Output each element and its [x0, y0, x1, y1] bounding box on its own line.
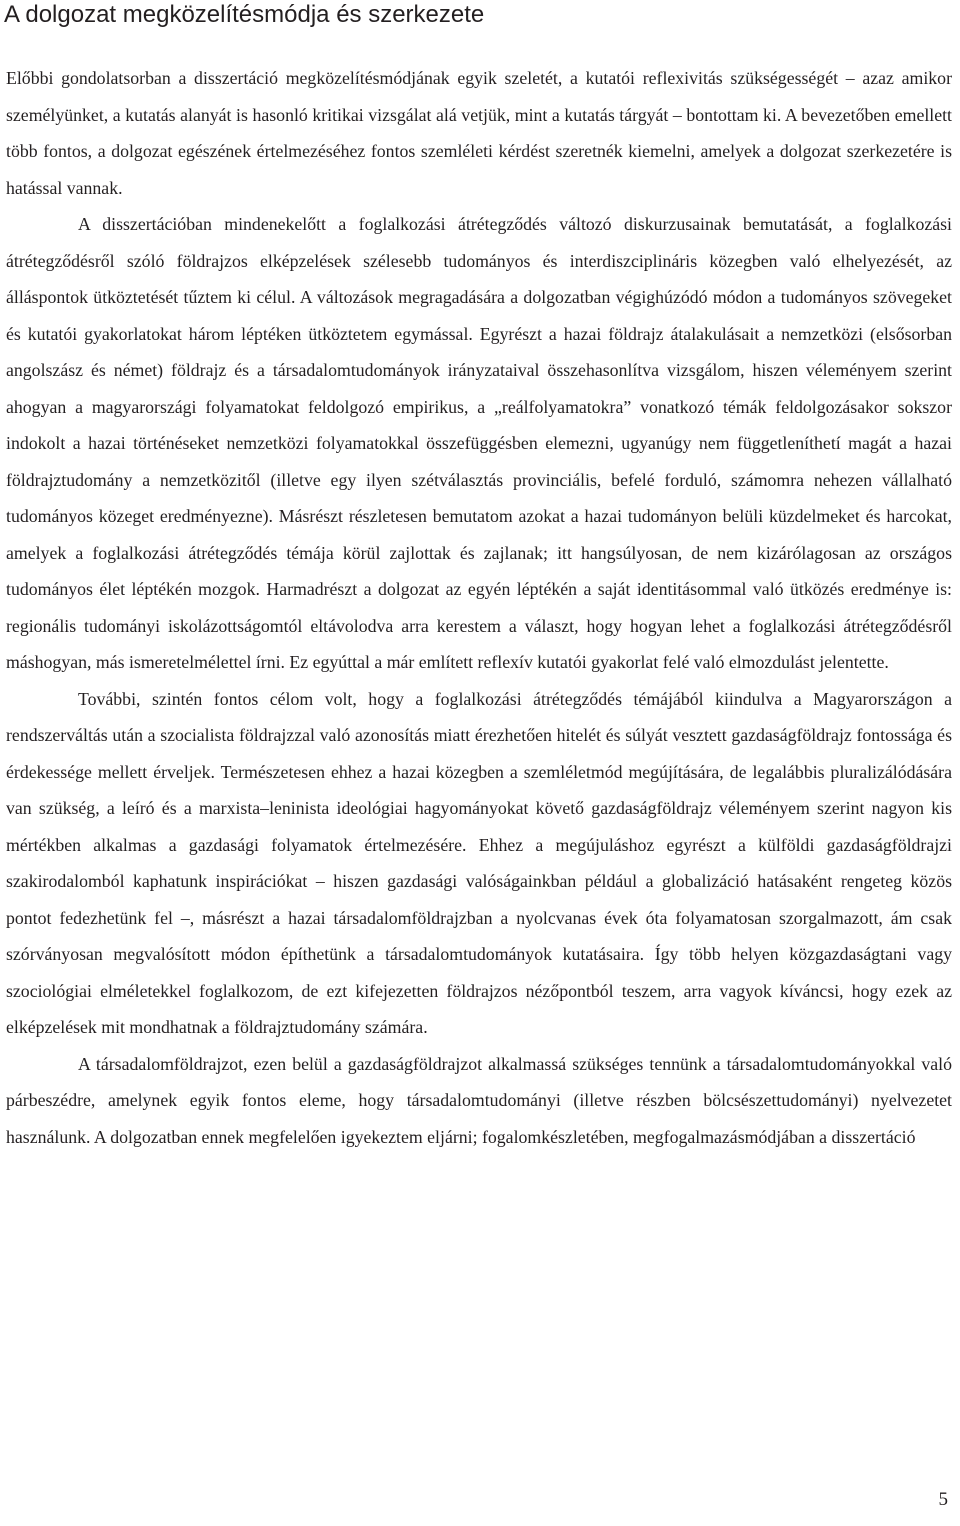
body-text: [6, 60, 952, 1155]
paragraph-2: A disszertációban mindenekelőtt a foglalkozási átrétegződés változó diskurzusainak bemutatását, a foglalkozási átrétegződésről szóló földrajzos elképzelések szélesebb tudományos és interdiszciplináris közegben való elhelyezését, az álláspontok ütköztetését tűztem ki célul. A változások megragadására a dolgozatban végighúzódó módon a tudományos szövegeket és kutatói gyakorlatokat három léptéken ütköztetem egymással. Egyrészt a hazai földrajz átalakulásait a nemzetközi (elsősorban angolszász és német) földrajz és a társadalomtudományok irányzataival összehasonlítva vizsgálom, hiszen véleményem szerint ahogyan a magyarországi folyamatokat feldolgozó empirikus, a „reálfolyamatokra” vonatkozó témák feldolgozásakor sokszor indokolt a hazai történéseket nemzetközi folyamatokkal összefüggésben elemezni, ugyanúgy nem függetleníthetí magát a hazai földrajztudomány a nemzetközitől (illetve egy ilyen szétválasztás provinciális, befelé forduló, számomra nehezen vállalható tudományos közeget eredményezne). Másrészt részletesen bemutatom azokat a hazai tudományon belüli küzdelmeket és harcokat, amelyek a foglalkozási átrétegződés témája körül zajlottak és zajlanak; itt hangsúlyosan, de nem kizárólagosan az országos tudományos élet léptékén mozgok. Harmadrészt a dolgozat az egyén léptékén a saját identitásommal való ütközés eredménye is: regionális tudományi iskolázottságomtól eltávolodva arra kerestem a választ, hogy hogyan lehet a foglalkozási átrétegződésről máshogyan, más ismeretelmélettel írni. Ez egyúttal a már említett reflexív kutatói gyakorlat felé való elmozdulást jelentette.: [6, 214, 952, 672]
paragraph-3: További, szintén fontos célom volt, hogy a foglalkozási átrétegződés témájából kiindulva a Magyarországon a rendszerváltás után a szocialista földrajzzal való azonosítás miatt érezhetően hitelét és súlyát vesztett gazdaságföldrajz fontossága és érdekessége mellett érveljek. Természetesen ehhez a hazai közegben a szemléletmód megújítására, de legalábbis pluralizálódására van szükség, a leíró és a marxista–leninista ideológiai hagyományokat követő gazdaságföldrajz véleményem szerint nagyon kis mértékben alkalmas a gazdasági folyamatok értelmezésére. Ehhez a megújuláshoz egyrészt a külföldi gazdaságföldrajzi szakirodalomból kaphatunk inspirációkat – hiszen gazdasági valóságainkban például a globalizáció hatásaként rengeteg közös pontot fedezhetünk fel –, másrészt a hazai társadalomföldrajzban a nyolcvanas évek óta folyamatosan szorgalmazott, ám csak szórványosan megvalósított módon építhetünk a társadalomtudományok kutatásaira. Így több helyen közgazdaságtani vagy szociológiai elméletekkel foglalkozom, de ezt kifejezetten földrajzos nézőpontból teszem, arra vagyok kíváncsi, hogy ezek az elképzelések mit mondhatnak a földrajztudomány számára.: [6, 688, 952, 1037]
section-heading: A dolgozat megközelítésmódja és szerkezete: [4, 1, 485, 28]
paragraph-4: A társadalomföldrajzot, ezen belül a gazdaságföldrajzot alkalmassá szükséges tennünk a társadalomtudományokkal való párbeszédre, amelynek egyik fontos eleme, hogy társadalomtudományi (illetve részben bölcsészettudományi) nyelvezetet használunk. A dolgozatban ennek megfelelően igyekeztem eljárni; fogalomkészletében, megfogalmazásmódjában a disszertáció: [6, 1053, 952, 1147]
page-number: 5: [938, 1489, 948, 1510]
paragraph-1: Előbbi gondolatsorban a disszertáció megközelítésmódjának egyik szeletét, a kutatói reflexivitás szükségességét – azaz amikor személyünket, a kutatás alanyát is hasonló kritikai vizsgálat alá vetjük, mint a kutatás tárgyát – bontottam ki. A bevezetőben emellett több fontos, a dolgozat egészének értelmezéséhez fontos szemléleti kérdést szeretnék kiemelni, amelyek a dolgozat szerkezetére is hatással vannak.: [6, 68, 952, 198]
